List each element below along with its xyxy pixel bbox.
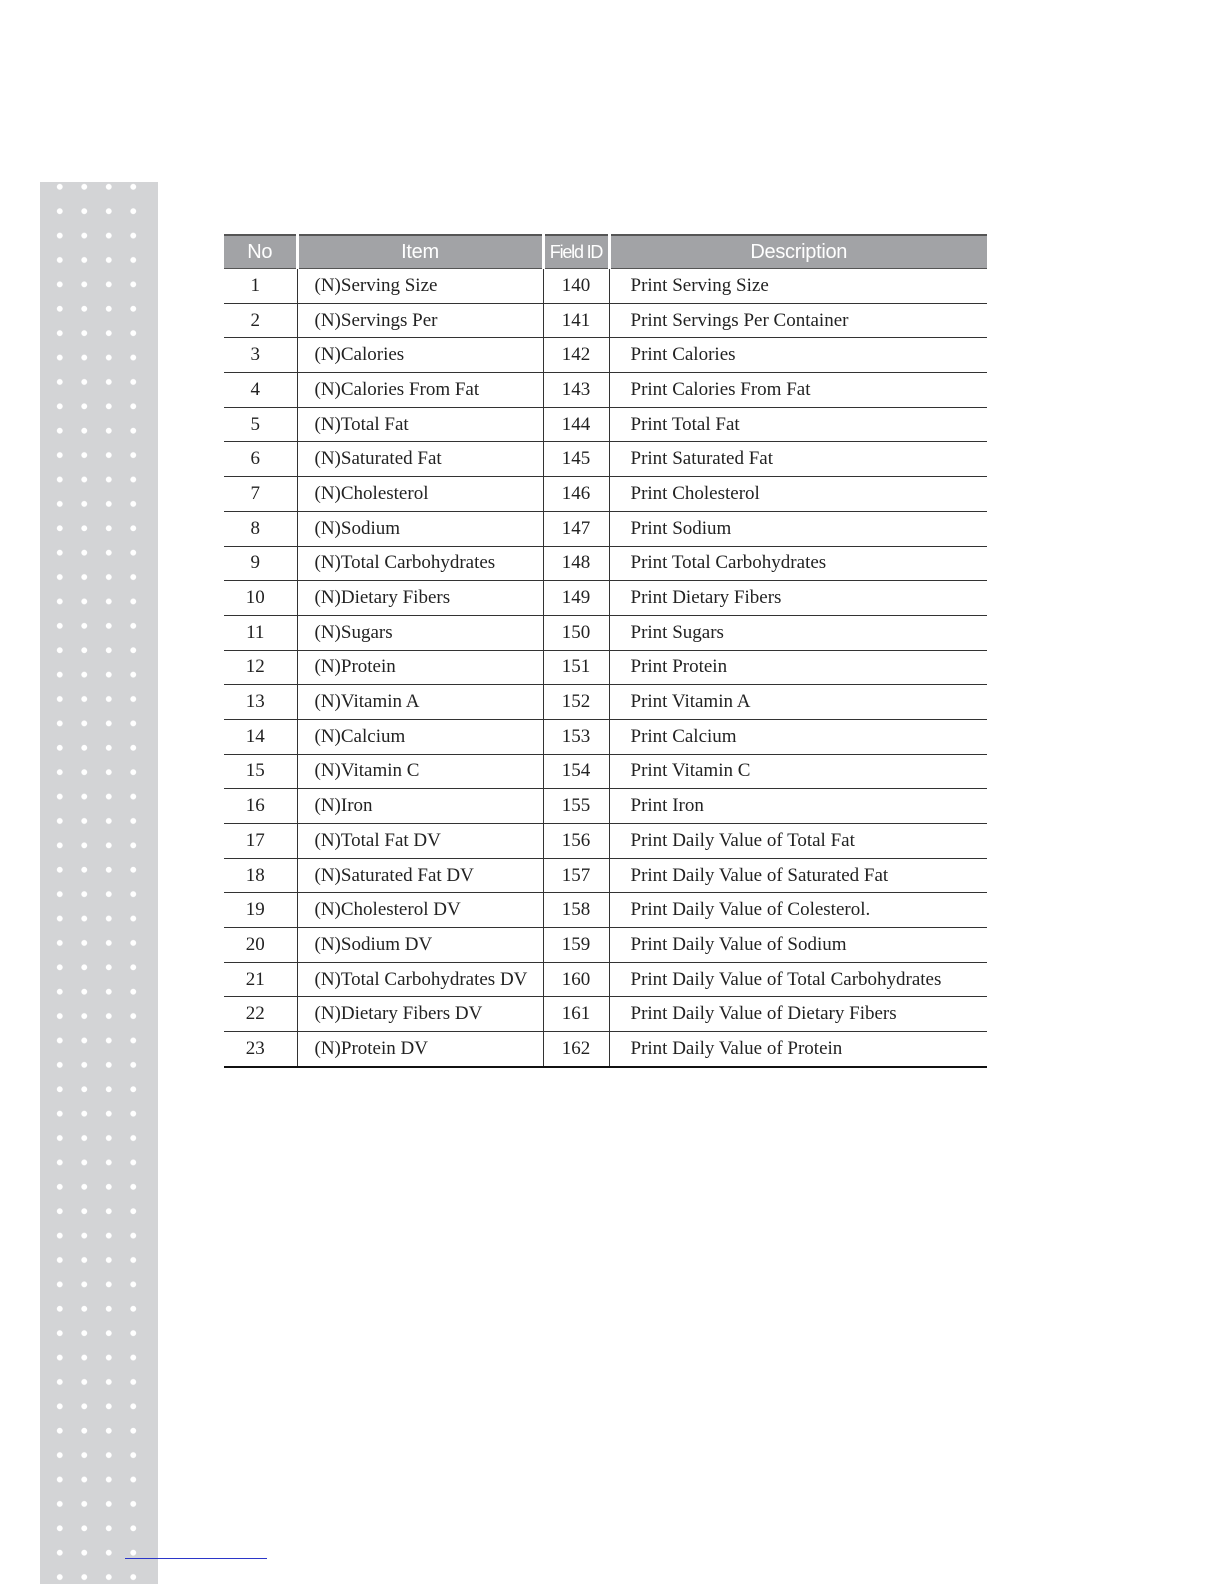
row-description: Print Servings Per Container: [609, 303, 987, 338]
row-item: (N)Dietary Fibers: [297, 581, 543, 616]
row-field-id: 149: [543, 581, 609, 616]
row-description: Print Vitamin C: [609, 754, 987, 789]
row-no: 10: [224, 581, 297, 616]
row-description: Print Cholesterol: [609, 477, 987, 512]
row-description: Print Vitamin A: [609, 685, 987, 720]
row-no: 23: [224, 1032, 297, 1067]
row-no: 5: [224, 407, 297, 442]
row-description: Print Protein: [609, 650, 987, 685]
table-row: [224, 373, 987, 408]
table-row: [224, 338, 987, 373]
table-row: [224, 824, 987, 859]
table-row: [224, 546, 987, 581]
row-field-id: 151: [543, 650, 609, 685]
row-item: (N)Dietary Fibers DV: [297, 997, 543, 1032]
row-description: Print Daily Value of Total Fat: [609, 824, 987, 859]
row-item: (N)Calcium: [297, 719, 543, 754]
dot-strip-edge: [40, 182, 158, 1584]
table-row: [224, 997, 987, 1032]
nutrition-field-table: [224, 234, 987, 1068]
row-no: 22: [224, 997, 297, 1032]
row-description: Print Total Fat: [609, 407, 987, 442]
table-row: [224, 477, 987, 512]
table-row: [224, 1032, 987, 1067]
row-description: Print Saturated Fat: [609, 442, 987, 477]
row-field-id: 147: [543, 511, 609, 546]
row-item: (N)Cholesterol DV: [297, 893, 543, 928]
row-field-id: 161: [543, 997, 609, 1032]
row-no: 6: [224, 442, 297, 477]
row-field-id: 157: [543, 858, 609, 893]
row-item: (N)Saturated Fat: [297, 442, 543, 477]
table-row: [224, 893, 987, 928]
row-item: (N)Vitamin A: [297, 685, 543, 720]
header-field-id: Field ID: [543, 235, 609, 269]
row-description: Print Sugars: [609, 615, 987, 650]
row-field-id: 156: [543, 824, 609, 859]
row-field-id: 146: [543, 477, 609, 512]
table-row: [224, 511, 987, 546]
row-no: 16: [224, 789, 297, 824]
table-row: [224, 581, 987, 616]
table-row: [224, 962, 987, 997]
row-item: (N)Calories: [297, 338, 543, 373]
row-description: Print Sodium: [609, 511, 987, 546]
table-row: [224, 269, 987, 304]
table-row: [224, 928, 987, 963]
row-field-id: 153: [543, 719, 609, 754]
row-description: Print Total Carbohydrates: [609, 546, 987, 581]
table-row: [224, 719, 987, 754]
row-field-id: 162: [543, 1032, 609, 1067]
row-no: 11: [224, 615, 297, 650]
row-no: 1: [224, 269, 297, 304]
row-no: 17: [224, 824, 297, 859]
row-field-id: 152: [543, 685, 609, 720]
row-description: Print Daily Value of Sodium: [609, 928, 987, 963]
row-field-id: 142: [543, 338, 609, 373]
row-item: (N)Vitamin C: [297, 754, 543, 789]
table-row: [224, 303, 987, 338]
row-description: Print Iron: [609, 789, 987, 824]
table-header-row: [224, 235, 987, 269]
row-no: 4: [224, 373, 297, 408]
row-no: 3: [224, 338, 297, 373]
row-description: Print Calories: [609, 338, 987, 373]
row-description: Print Daily Value of Colesterol.: [609, 893, 987, 928]
row-item: (N)Sodium: [297, 511, 543, 546]
row-description: Print Calories From Fat: [609, 373, 987, 408]
row-description: Print Daily Value of Saturated Fat: [609, 858, 987, 893]
table-row: [224, 407, 987, 442]
row-item: (N)Serving Size: [297, 269, 543, 304]
row-field-id: 154: [543, 754, 609, 789]
table-row: [224, 685, 987, 720]
row-field-id: 158: [543, 893, 609, 928]
row-field-id: 150: [543, 615, 609, 650]
row-item: (N)Iron: [297, 789, 543, 824]
row-item: (N)Protein DV: [297, 1032, 543, 1067]
row-description: Print Serving Size: [609, 269, 987, 304]
row-description: Print Dietary Fibers: [609, 581, 987, 616]
row-no: 14: [224, 719, 297, 754]
row-field-id: 143: [543, 373, 609, 408]
row-field-id: 155: [543, 789, 609, 824]
table-row: [224, 442, 987, 477]
row-item: (N)Saturated Fat DV: [297, 858, 543, 893]
row-no: 20: [224, 928, 297, 963]
row-description: Print Calcium: [609, 719, 987, 754]
row-field-id: 145: [543, 442, 609, 477]
table-row: [224, 615, 987, 650]
header-no: No: [224, 235, 297, 269]
row-item: (N)Total Fat DV: [297, 824, 543, 859]
row-no: 19: [224, 893, 297, 928]
row-no: 13: [224, 685, 297, 720]
row-no: 21: [224, 962, 297, 997]
row-description: Print Daily Value of Protein: [609, 1032, 987, 1067]
row-field-id: 144: [543, 407, 609, 442]
row-item: (N)Sodium DV: [297, 928, 543, 963]
row-no: 15: [224, 754, 297, 789]
table-row: [224, 754, 987, 789]
row-item: (N)Total Carbohydrates: [297, 546, 543, 581]
row-description: Print Daily Value of Dietary Fibers: [609, 997, 987, 1032]
header-description: Description: [609, 235, 987, 269]
row-item: (N)Total Fat: [297, 407, 543, 442]
row-item: (N)Protein: [297, 650, 543, 685]
row-field-id: 148: [543, 546, 609, 581]
row-field-id: 140: [543, 269, 609, 304]
header-item: Item: [297, 235, 543, 269]
row-field-id: 141: [543, 303, 609, 338]
row-item: (N)Sugars: [297, 615, 543, 650]
row-description: Print Daily Value of Total Carbohydrates: [609, 962, 987, 997]
row-no: 7: [224, 477, 297, 512]
row-item: (N)Total Carbohydrates DV: [297, 962, 543, 997]
row-no: 2: [224, 303, 297, 338]
row-item: (N)Cholesterol: [297, 477, 543, 512]
row-no: 12: [224, 650, 297, 685]
footer-rule: [125, 1558, 267, 1559]
row-item: (N)Calories From Fat: [297, 373, 543, 408]
table-row: [224, 650, 987, 685]
row-field-id: 159: [543, 928, 609, 963]
row-no: 9: [224, 546, 297, 581]
row-field-id: 160: [543, 962, 609, 997]
row-no: 8: [224, 511, 297, 546]
row-no: 18: [224, 858, 297, 893]
row-item: (N)Servings Per: [297, 303, 543, 338]
table-row: [224, 789, 987, 824]
table-row: [224, 858, 987, 893]
